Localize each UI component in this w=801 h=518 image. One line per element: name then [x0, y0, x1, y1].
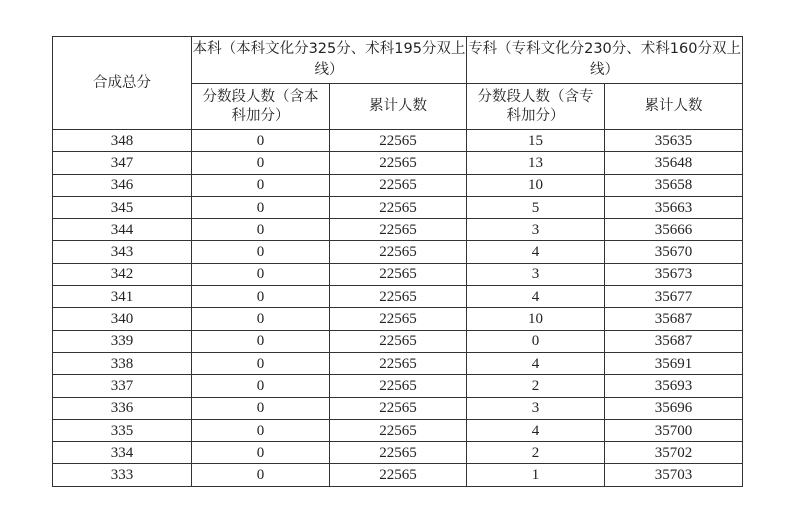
- cell-total-score: 337: [53, 375, 192, 397]
- cell-benke-segment-count: 0: [192, 419, 330, 441]
- table-row: [53, 263, 743, 285]
- cell-zhuanke-segment-count: 2: [467, 442, 605, 464]
- cell-benke-cumulative: 22565: [330, 219, 467, 241]
- cell-zhuanke-segment-count: 1: [467, 464, 605, 486]
- table-row: [53, 352, 743, 374]
- cell-benke-segment-count: 0: [192, 464, 330, 486]
- cell-zhuanke-cumulative: 35658: [605, 174, 743, 196]
- cell-total-score: 334: [53, 442, 192, 464]
- header-zhuanke-segment-count: 分数段人数（含专科加分）: [467, 84, 605, 130]
- cell-benke-segment-count: 0: [192, 286, 330, 308]
- header-zhuanke-cumulative: 累计人数: [605, 84, 743, 130]
- cell-total-score: 339: [53, 330, 192, 352]
- cell-benke-cumulative: 22565: [330, 464, 467, 486]
- cell-zhuanke-cumulative: 35673: [605, 263, 743, 285]
- cell-benke-segment-count: 0: [192, 152, 330, 174]
- cell-zhuanke-segment-count: 15: [467, 130, 605, 152]
- cell-zhuanke-cumulative: 35700: [605, 419, 743, 441]
- cell-benke-segment-count: 0: [192, 352, 330, 374]
- cell-total-score: 343: [53, 241, 192, 263]
- cell-benke-cumulative: 22565: [330, 130, 467, 152]
- cell-total-score: 340: [53, 308, 192, 330]
- cell-total-score: 348: [53, 130, 192, 152]
- table-row: [53, 464, 743, 486]
- cell-zhuanke-cumulative: 35648: [605, 152, 743, 174]
- cell-benke-segment-count: 0: [192, 241, 330, 263]
- cell-total-score: 342: [53, 263, 192, 285]
- cell-benke-segment-count: 0: [192, 375, 330, 397]
- cell-benke-cumulative: 22565: [330, 263, 467, 285]
- cell-benke-cumulative: 22565: [330, 308, 467, 330]
- cell-zhuanke-segment-count: 4: [467, 352, 605, 374]
- cell-total-score: 347: [53, 152, 192, 174]
- cell-zhuanke-segment-count: 3: [467, 397, 605, 419]
- cell-zhuanke-cumulative: 35687: [605, 330, 743, 352]
- table-row: [53, 130, 743, 152]
- cell-benke-cumulative: 22565: [330, 442, 467, 464]
- cell-benke-segment-count: 0: [192, 174, 330, 196]
- cell-benke-segment-count: 0: [192, 263, 330, 285]
- cell-benke-segment-count: 0: [192, 219, 330, 241]
- table-row: [53, 397, 743, 419]
- cell-benke-segment-count: 0: [192, 196, 330, 218]
- cell-benke-cumulative: 22565: [330, 196, 467, 218]
- table-row: [53, 174, 743, 196]
- cell-zhuanke-segment-count: 3: [467, 219, 605, 241]
- cell-total-score: 345: [53, 196, 192, 218]
- cell-zhuanke-segment-count: 2: [467, 375, 605, 397]
- cell-total-score: 341: [53, 286, 192, 308]
- cell-benke-cumulative: 22565: [330, 152, 467, 174]
- cell-benke-cumulative: 22565: [330, 330, 467, 352]
- table-row: [53, 152, 743, 174]
- cell-benke-cumulative: 22565: [330, 397, 467, 419]
- cell-total-score: 346: [53, 174, 192, 196]
- table-row: [53, 442, 743, 464]
- cell-benke-cumulative: 22565: [330, 375, 467, 397]
- header-zhuanke-group: 专科（专科文化分230分、术科160分双上线）: [467, 37, 743, 84]
- table-row: [53, 330, 743, 352]
- cell-zhuanke-segment-count: 0: [467, 330, 605, 352]
- cell-zhuanke-cumulative: 35687: [605, 308, 743, 330]
- table-row: [53, 375, 743, 397]
- cell-zhuanke-segment-count: 10: [467, 174, 605, 196]
- header-benke-cumulative: 累计人数: [330, 84, 467, 130]
- header-benke-segment-count: 分数段人数（含本科加分）: [192, 84, 330, 130]
- header-total-score: 合成总分: [53, 37, 192, 130]
- cell-benke-segment-count: 0: [192, 308, 330, 330]
- cell-zhuanke-cumulative: 35703: [605, 464, 743, 486]
- cell-zhuanke-segment-count: 5: [467, 196, 605, 218]
- cell-zhuanke-cumulative: 35693: [605, 375, 743, 397]
- cell-zhuanke-cumulative: 35677: [605, 286, 743, 308]
- cell-zhuanke-segment-count: 13: [467, 152, 605, 174]
- cell-benke-cumulative: 22565: [330, 174, 467, 196]
- cell-zhuanke-segment-count: 4: [467, 286, 605, 308]
- cell-benke-segment-count: 0: [192, 130, 330, 152]
- table-row: [53, 286, 743, 308]
- table-row: [53, 419, 743, 441]
- cell-zhuanke-segment-count: 10: [467, 308, 605, 330]
- cell-zhuanke-segment-count: 3: [467, 263, 605, 285]
- cell-zhuanke-cumulative: 35666: [605, 219, 743, 241]
- cell-total-score: 338: [53, 352, 192, 374]
- cell-zhuanke-cumulative: 35691: [605, 352, 743, 374]
- cell-total-score: 344: [53, 219, 192, 241]
- cell-zhuanke-segment-count: 4: [467, 241, 605, 263]
- table-row: [53, 196, 743, 218]
- cell-zhuanke-cumulative: 35635: [605, 130, 743, 152]
- cell-benke-cumulative: 22565: [330, 241, 467, 263]
- cell-total-score: 336: [53, 397, 192, 419]
- cell-benke-segment-count: 0: [192, 330, 330, 352]
- cell-benke-cumulative: 22565: [330, 352, 467, 374]
- table-row: [53, 219, 743, 241]
- cell-zhuanke-cumulative: 35696: [605, 397, 743, 419]
- cell-benke-cumulative: 22565: [330, 419, 467, 441]
- cell-zhuanke-cumulative: 35670: [605, 241, 743, 263]
- cell-total-score: 333: [53, 464, 192, 486]
- cell-benke-cumulative: 22565: [330, 286, 467, 308]
- score-distribution-table: [52, 36, 743, 487]
- cell-benke-segment-count: 0: [192, 442, 330, 464]
- table-row: [53, 308, 743, 330]
- table-row: [53, 241, 743, 263]
- cell-zhuanke-cumulative: 35702: [605, 442, 743, 464]
- cell-benke-segment-count: 0: [192, 397, 330, 419]
- cell-total-score: 335: [53, 419, 192, 441]
- header-benke-group: 本科（本科文化分325分、术科195分双上线）: [192, 37, 467, 84]
- cell-zhuanke-segment-count: 4: [467, 419, 605, 441]
- cell-zhuanke-cumulative: 35663: [605, 196, 743, 218]
